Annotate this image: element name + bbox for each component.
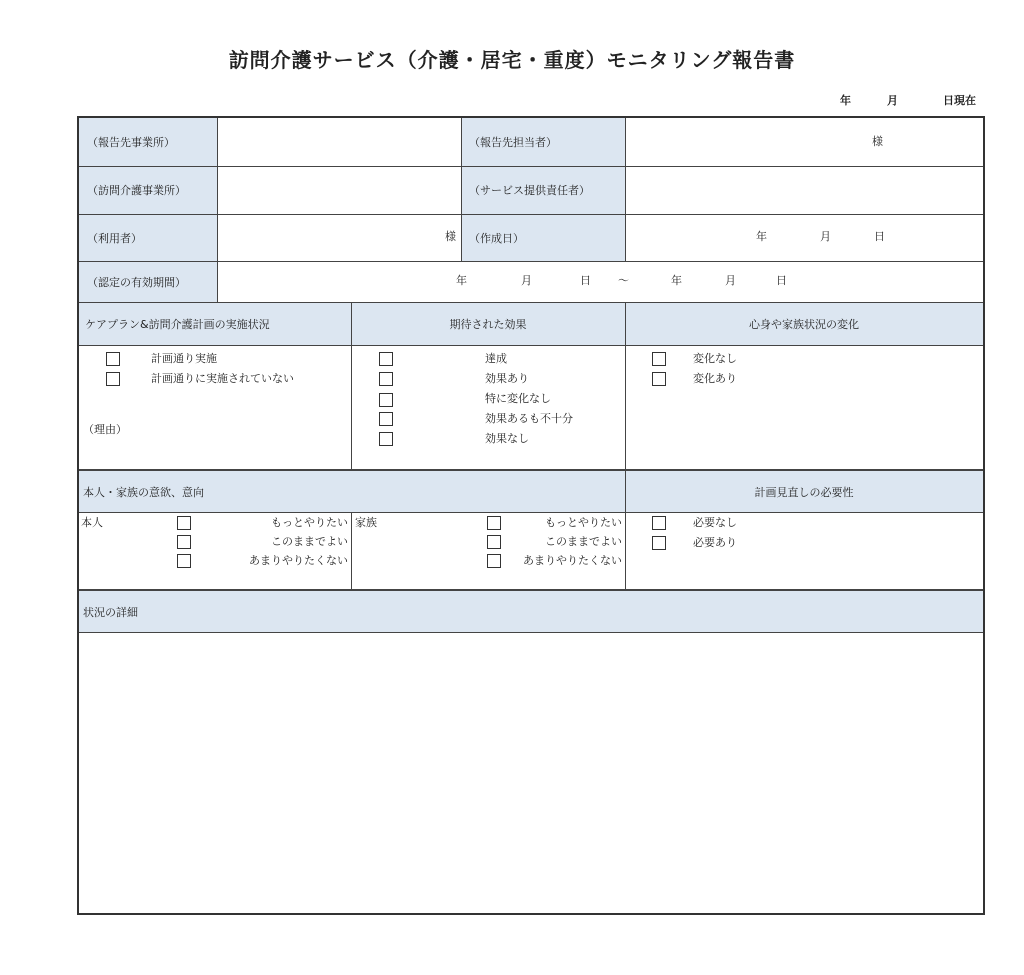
created-day: 日	[874, 230, 885, 243]
divider	[625, 471, 626, 589]
effect-effective-label: 効果あり	[485, 372, 529, 385]
plan-not-implemented-label: 計画通りに実施されていない	[151, 372, 294, 385]
divider	[79, 302, 983, 303]
no-change-checkbox[interactable]	[652, 352, 666, 366]
created-date-label: （作成日）	[461, 214, 625, 261]
family-less-label: あまりやりたくない	[523, 554, 622, 567]
created-month: 月	[820, 230, 831, 243]
divider	[79, 214, 983, 215]
user-label: （利用者）	[79, 214, 217, 261]
created-date-field[interactable]	[625, 214, 983, 261]
family-more-checkbox[interactable]	[487, 516, 501, 530]
cert-start-year: 年	[456, 274, 467, 287]
plan-implemented-label: 計画通り実施	[151, 352, 217, 365]
self-label: 本人	[81, 516, 103, 529]
cert-start-day: 日	[580, 274, 591, 287]
family-same-checkbox[interactable]	[487, 535, 501, 549]
effect-insufficient-label: 効果あるも不十分	[485, 412, 573, 425]
page-title: 訪問介護サービス（介護・居宅・重度）モニタリング報告書	[228, 48, 796, 72]
cert-end-month: 月	[725, 274, 736, 287]
divider	[79, 632, 983, 633]
condition-change-header: 心身や家族状況の変化	[625, 302, 983, 345]
cert-period-field[interactable]	[217, 261, 983, 302]
service-manager-label: （サービス提供責任者）	[461, 166, 625, 214]
reason-label: （理由）	[83, 423, 127, 436]
divider	[461, 118, 462, 261]
self-less-checkbox[interactable]	[177, 554, 191, 568]
date-now-label: 日現在	[943, 94, 976, 107]
monitoring-form	[77, 116, 985, 915]
effect-achieved-checkbox[interactable]	[379, 352, 393, 366]
visit-office-field[interactable]	[217, 166, 461, 214]
date-month-label: 月	[887, 94, 898, 107]
divider	[79, 166, 983, 167]
effect-effective-checkbox[interactable]	[379, 372, 393, 386]
self-same-checkbox[interactable]	[177, 535, 191, 549]
report-person-field[interactable]	[625, 118, 983, 166]
date-year-label: 年	[840, 94, 851, 107]
effect-no-change-label: 特に変化なし	[485, 392, 551, 405]
divider	[79, 261, 983, 262]
divider	[79, 589, 983, 591]
review-needed-checkbox[interactable]	[652, 536, 666, 550]
review-unneeded-label: 必要なし	[693, 516, 737, 529]
detail-header: 状況の詳細	[79, 591, 983, 632]
self-same-label: このままでよい	[271, 535, 348, 548]
self-more-checkbox[interactable]	[177, 516, 191, 530]
service-manager-field[interactable]	[625, 166, 983, 214]
visit-office-label: （訪問介護事業所）	[79, 166, 217, 214]
divider	[351, 302, 352, 469]
divider	[351, 512, 352, 589]
review-needed-label: 必要あり	[693, 536, 737, 549]
self-more-label: もっとやりたい	[271, 516, 348, 529]
cert-start-month: 月	[521, 274, 532, 287]
cert-end-year: 年	[671, 274, 682, 287]
plan-not-implemented-checkbox[interactable]	[106, 372, 120, 386]
sama-suffix: 様	[872, 135, 883, 148]
user-name-field[interactable]	[217, 214, 461, 261]
review-unneeded-checkbox[interactable]	[652, 516, 666, 530]
divider	[79, 469, 983, 471]
changed-checkbox[interactable]	[652, 372, 666, 386]
divider	[217, 118, 218, 302]
report-office-field[interactable]	[217, 118, 461, 166]
changed-label: 変化あり	[693, 372, 737, 385]
effect-none-checkbox[interactable]	[379, 432, 393, 446]
self-less-label: あまりやりたくない	[249, 554, 348, 567]
divider	[79, 512, 983, 513]
will-intention-header: 本人・家族の意欲、意向	[79, 471, 625, 512]
family-more-label: もっとやりたい	[545, 516, 622, 529]
no-change-label: 変化なし	[693, 352, 737, 365]
effect-insufficient-checkbox[interactable]	[379, 412, 393, 426]
report-office-label: （報告先事業所）	[79, 118, 217, 166]
detail-text-area[interactable]	[79, 632, 983, 913]
effect-no-change-checkbox[interactable]	[379, 393, 393, 407]
review-need-header: 計画見直しの必要性	[625, 471, 983, 512]
created-year: 年	[756, 230, 767, 243]
cert-end-day: 日	[776, 274, 787, 287]
family-same-label: このままでよい	[545, 535, 622, 548]
divider	[625, 118, 626, 261]
cert-period-label: （認定の有効期間）	[79, 261, 217, 302]
family-label: 家族	[355, 516, 377, 529]
divider	[79, 345, 983, 346]
effect-none-label: 効果なし	[485, 432, 529, 445]
family-less-checkbox[interactable]	[487, 554, 501, 568]
plan-status-header: ケアプラン&訪問介護計画の実施状況	[79, 302, 351, 345]
plan-implemented-checkbox[interactable]	[106, 352, 120, 366]
effect-achieved-label: 達成	[485, 352, 507, 365]
divider	[625, 302, 626, 469]
report-person-label: （報告先担当者）	[461, 118, 625, 166]
user-sama-suffix: 様	[445, 230, 456, 243]
expected-effect-header: 期待された効果	[351, 302, 625, 345]
cert-tilde: ～	[618, 274, 629, 287]
